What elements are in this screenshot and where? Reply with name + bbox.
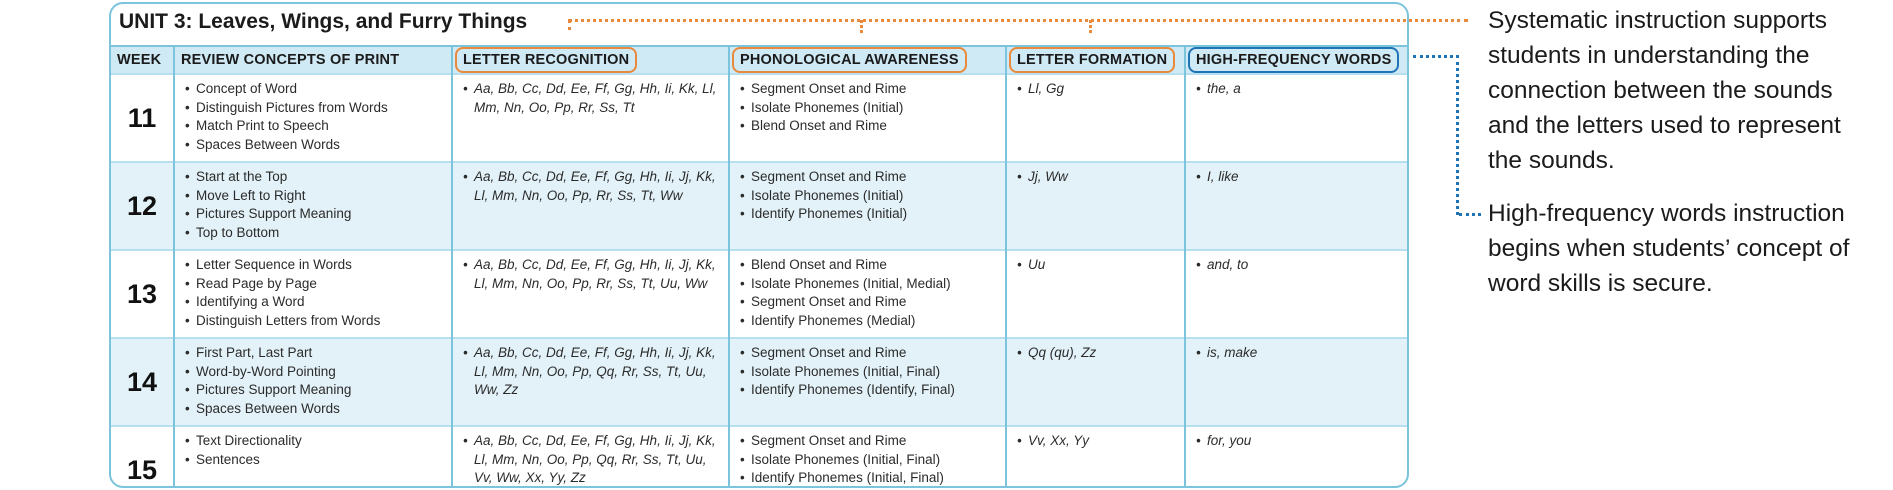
- orange-connector-drop-1: [568, 20, 571, 30]
- list-item: • Identify Phonemes (Initial, Final): [740, 469, 999, 488]
- letter-recognition-cell: [452, 74, 729, 162]
- high-frequency-cell: [1185, 74, 1409, 162]
- unit-title: UNIT 3: Leaves, Wings, and Furry Things: [119, 10, 528, 33]
- list-item: • Distinguish Pictures from Words: [185, 99, 445, 118]
- high-frequency-cell: [1185, 338, 1409, 426]
- list-item: • Segment Onset and Rime: [740, 80, 999, 99]
- table-row: [111, 74, 1409, 162]
- table-row: [111, 250, 1409, 338]
- list-item: • Vv, Xx, Yy: [1017, 432, 1178, 451]
- list-item: • Pictures Support Meaning: [185, 381, 445, 400]
- list-item: • the, a: [1196, 80, 1405, 99]
- phonological-cell: [729, 74, 1006, 162]
- unit-table-card: [109, 2, 1409, 488]
- list-item: • Read Page by Page: [185, 275, 445, 294]
- hfw-annotation: High-frequency words instruction begins when students’ concept of word skills is secure.: [1488, 200, 1850, 297]
- list-item: • Ll, Gg: [1017, 80, 1178, 99]
- list-item: • Blend Onset and Rime: [740, 117, 999, 136]
- list-item: • Segment Onset and Rime: [740, 168, 999, 187]
- print-concepts-cell: [174, 74, 452, 162]
- phonological-cell: [729, 250, 1006, 338]
- print-concepts-cell: [174, 162, 452, 250]
- table-row: [111, 338, 1409, 426]
- print-concepts-list: [185, 432, 445, 469]
- list-item: • Top to Bottom: [185, 224, 445, 243]
- letter-formation-cell: [1006, 338, 1185, 426]
- orange-connector-drop-2: [860, 20, 863, 33]
- table-row: [111, 426, 1409, 488]
- list-item: • for, you: [1196, 432, 1405, 451]
- week-number: 15: [111, 426, 174, 488]
- list-item: • Sentences: [185, 451, 445, 470]
- list-item: • Segment Onset and Rime: [740, 293, 999, 312]
- letter-formation-cell: [1006, 250, 1185, 338]
- letter-recognition-cell: [452, 162, 729, 250]
- scope-sequence-table: [111, 47, 1409, 488]
- header-phonological-awareness: PHONOLOGICAL AWARENESS: [732, 47, 967, 73]
- list-item: • Aa, Bb, Cc, Dd, Ee, Ff, Gg, Hh, Ii, Jj, Kk, Ll, Mm, Nn, Oo, Pp, Rr, Ss, Tt, Uu, Ww: [463, 256, 722, 293]
- list-item: • Isolate Phonemes (Initial, Medial): [740, 275, 999, 294]
- print-concepts-list: [185, 256, 445, 331]
- list-item: • Spaces Between Words: [185, 400, 445, 419]
- list-item: • and, to: [1196, 256, 1405, 275]
- header-high-frequency-words: HIGH-FREQUENCY WORDS: [1188, 47, 1399, 73]
- list-item: • Blend Onset and Rime: [740, 256, 999, 275]
- print-concepts-cell: [174, 338, 452, 426]
- list-item: • I, like: [1196, 168, 1405, 187]
- blue-connector: [1413, 55, 1459, 58]
- table-body: [111, 74, 1409, 488]
- letter-recognition-cell: [452, 338, 729, 426]
- week-number: 14: [111, 338, 174, 426]
- list-item: • Identify Phonemes (Identify, Final): [740, 381, 999, 400]
- list-item: • Aa, Bb, Cc, Dd, Ee, Ff, Gg, Hh, Ii, Kk, Ll, Mm, Nn, Oo, Pp, Rr, Ss, Tt: [463, 80, 722, 117]
- week-number: 12: [111, 162, 174, 250]
- list-item: • Identifying a Word: [185, 293, 445, 312]
- phonological-cell: [729, 162, 1006, 250]
- high-frequency-cell: [1185, 250, 1409, 338]
- list-item: • Pictures Support Meaning: [185, 205, 445, 224]
- header-print: REVIEW CONCEPTS OF PRINT: [174, 47, 452, 74]
- list-item: • Distinguish Letters from Words: [185, 312, 445, 331]
- list-item: • Isolate Phonemes (Initial): [740, 99, 999, 118]
- blue-connector-end: [1459, 213, 1481, 216]
- list-item: • Match Print to Speech: [185, 117, 445, 136]
- list-item: • Word-by-Word Pointing: [185, 363, 445, 382]
- list-item: • Jj, Ww: [1017, 168, 1178, 187]
- list-item: • Segment Onset and Rime: [740, 432, 999, 451]
- week-number: 13: [111, 250, 174, 338]
- list-item: • First Part, Last Part: [185, 344, 445, 363]
- header-letter-formation: LETTER FORMATION: [1009, 47, 1175, 73]
- print-concepts-list: [185, 344, 445, 419]
- orange-connector-drop-3: [1089, 20, 1092, 33]
- list-item: • Identify Phonemes (Medial): [740, 312, 999, 331]
- week-number: 11: [111, 74, 174, 162]
- blue-connector-drop: [1456, 55, 1459, 215]
- list-item: • is, make: [1196, 344, 1405, 363]
- list-item: • Isolate Phonemes (Initial, Final): [740, 363, 999, 382]
- header-letter-recognition: LETTER RECOGNITION: [455, 47, 637, 73]
- list-item: • Concept of Word: [185, 80, 445, 99]
- list-item: • Aa, Bb, Cc, Dd, Ee, Ff, Gg, Hh, Ii, Jj, Kk, Ll, Mm, Nn, Oo, Pp, Qq, Rr, Ss, Tt, Uu, Vv, Ww, Xx, Yy, Zz: [463, 432, 722, 488]
- phonological-cell: [729, 426, 1006, 488]
- letter-recognition-cell: [452, 250, 729, 338]
- phonological-cell: [729, 338, 1006, 426]
- letter-formation-cell: [1006, 74, 1185, 162]
- list-item: • Spaces Between Words: [185, 136, 445, 155]
- list-item: • Isolate Phonemes (Initial): [740, 187, 999, 206]
- print-concepts-list: [185, 80, 445, 155]
- list-item: • Isolate Phonemes (Initial, Final): [740, 451, 999, 470]
- list-item: • Move Left to Right: [185, 187, 445, 206]
- header-week: WEEK: [111, 47, 174, 74]
- list-item: • Uu: [1017, 256, 1178, 275]
- print-concepts-list: [185, 168, 445, 243]
- table-header-row: [111, 47, 1409, 74]
- list-item: • Identify Phonemes (Initial): [740, 205, 999, 224]
- letter-recognition-cell: [452, 426, 729, 488]
- list-item: • Text Directionality: [185, 432, 445, 451]
- list-item: • Aa, Bb, Cc, Dd, Ee, Ff, Gg, Hh, Ii, Jj, Kk, Ll, Mm, Nn, Oo, Pp, Rr, Ss, Tt, Ww: [463, 168, 722, 205]
- high-frequency-cell: [1185, 426, 1409, 488]
- letter-formation-cell: [1006, 162, 1185, 250]
- print-concepts-cell: [174, 250, 452, 338]
- print-concepts-cell: [174, 426, 452, 488]
- list-item: • Letter Sequence in Words: [185, 256, 445, 275]
- systematic-annotation: Systematic instruction supports students in understanding the connection between the sounds and the letters used to represent the sounds.: [1488, 7, 1841, 174]
- list-item: • Qq (qu), Zz: [1017, 344, 1178, 363]
- list-item: • Aa, Bb, Cc, Dd, Ee, Ff, Gg, Hh, Ii, Jj, Kk, Ll, Mm, Nn, Oo, Pp, Qq, Rr, Ss, Tt, Uu, Ww, Zz: [463, 344, 722, 400]
- high-frequency-cell: [1185, 162, 1409, 250]
- table-row: [111, 162, 1409, 250]
- list-item: • Segment Onset and Rime: [740, 344, 999, 363]
- letter-formation-cell: [1006, 426, 1185, 488]
- list-item: • Start at the Top: [185, 168, 445, 187]
- orange-connector: [568, 19, 1468, 22]
